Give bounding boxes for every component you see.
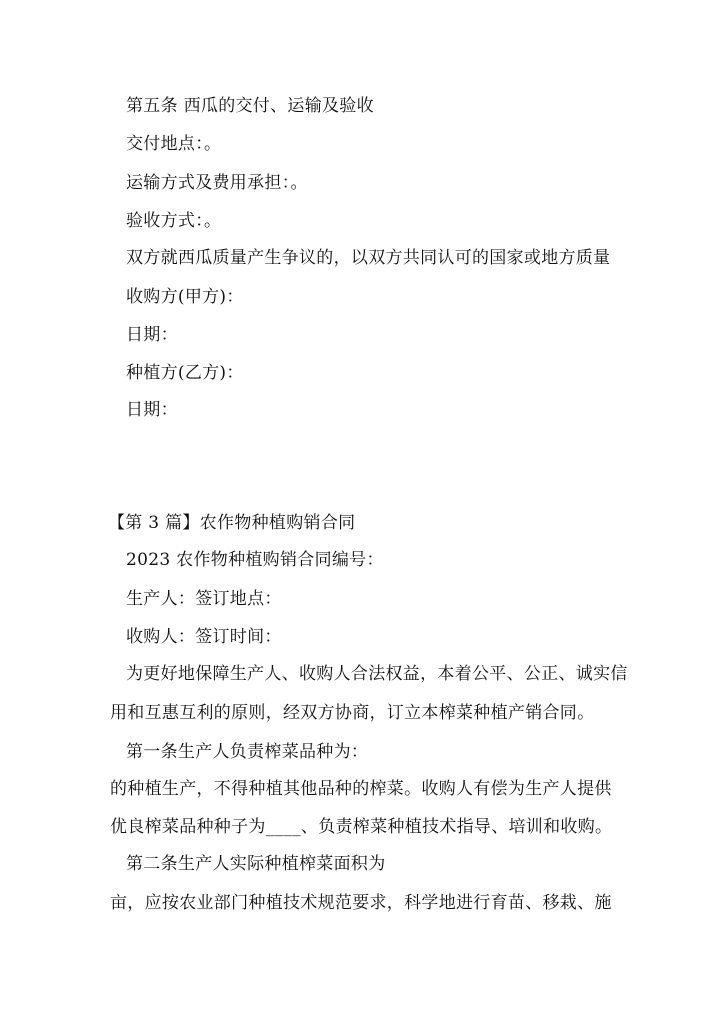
article-2-line-1: 亩，应按农业部门种植技术规范要求，科学地进行育苗、移栽、施 — [110, 893, 612, 913]
article-1-line-1: 的种植生产，不得种植其他品种的榨菜。收购人有偿为生产人提供 — [110, 779, 612, 799]
buyer-party-line: 收购方(甲方)： — [126, 287, 244, 307]
preamble-line-1: 为更好地保障生产人、收购人合法权益，本着公平、公正、诚实信 — [126, 664, 628, 684]
grower-party-line: 种植方(乙方)： — [126, 363, 244, 383]
section-3-title: 【第 3 篇】农作物种植购销合同 — [108, 513, 356, 533]
transport-method-line: 运输方式及费用承担：。 — [126, 173, 308, 193]
article-2-heading: 第二条生产人实际种植榨菜面积为 — [126, 854, 386, 874]
article-1-heading: 第一条生产人负责榨菜品种为： — [126, 742, 369, 762]
contract-number-line: 2023 农作物种植购销合同编号： — [126, 550, 384, 570]
dispute-clause-line: 双方就西瓜质量产生争议的，以双方共同认可的国家或地方质量 — [126, 248, 611, 268]
delivery-location-line: 交付地点：。 — [126, 134, 222, 154]
article-1-line-2: 优良榨菜品种种子为____、负责榨菜种植技术指导、培训和收购。 — [110, 817, 613, 837]
acceptance-method-line: 验收方式：。 — [126, 211, 222, 231]
buyer-date-line: 日期： — [126, 325, 178, 345]
buyer-time-line: 收购人：签订时间： — [126, 627, 282, 647]
preamble-line-2: 用和互惠互利的原则，经双方协商，订立本榨菜种植产销合同。 — [110, 703, 595, 723]
producer-location-line: 生产人：签订地点： — [126, 589, 282, 609]
article-5-heading: 第五条 西瓜的交付、运输及验收 — [126, 96, 374, 116]
grower-date-line: 日期： — [126, 400, 178, 420]
